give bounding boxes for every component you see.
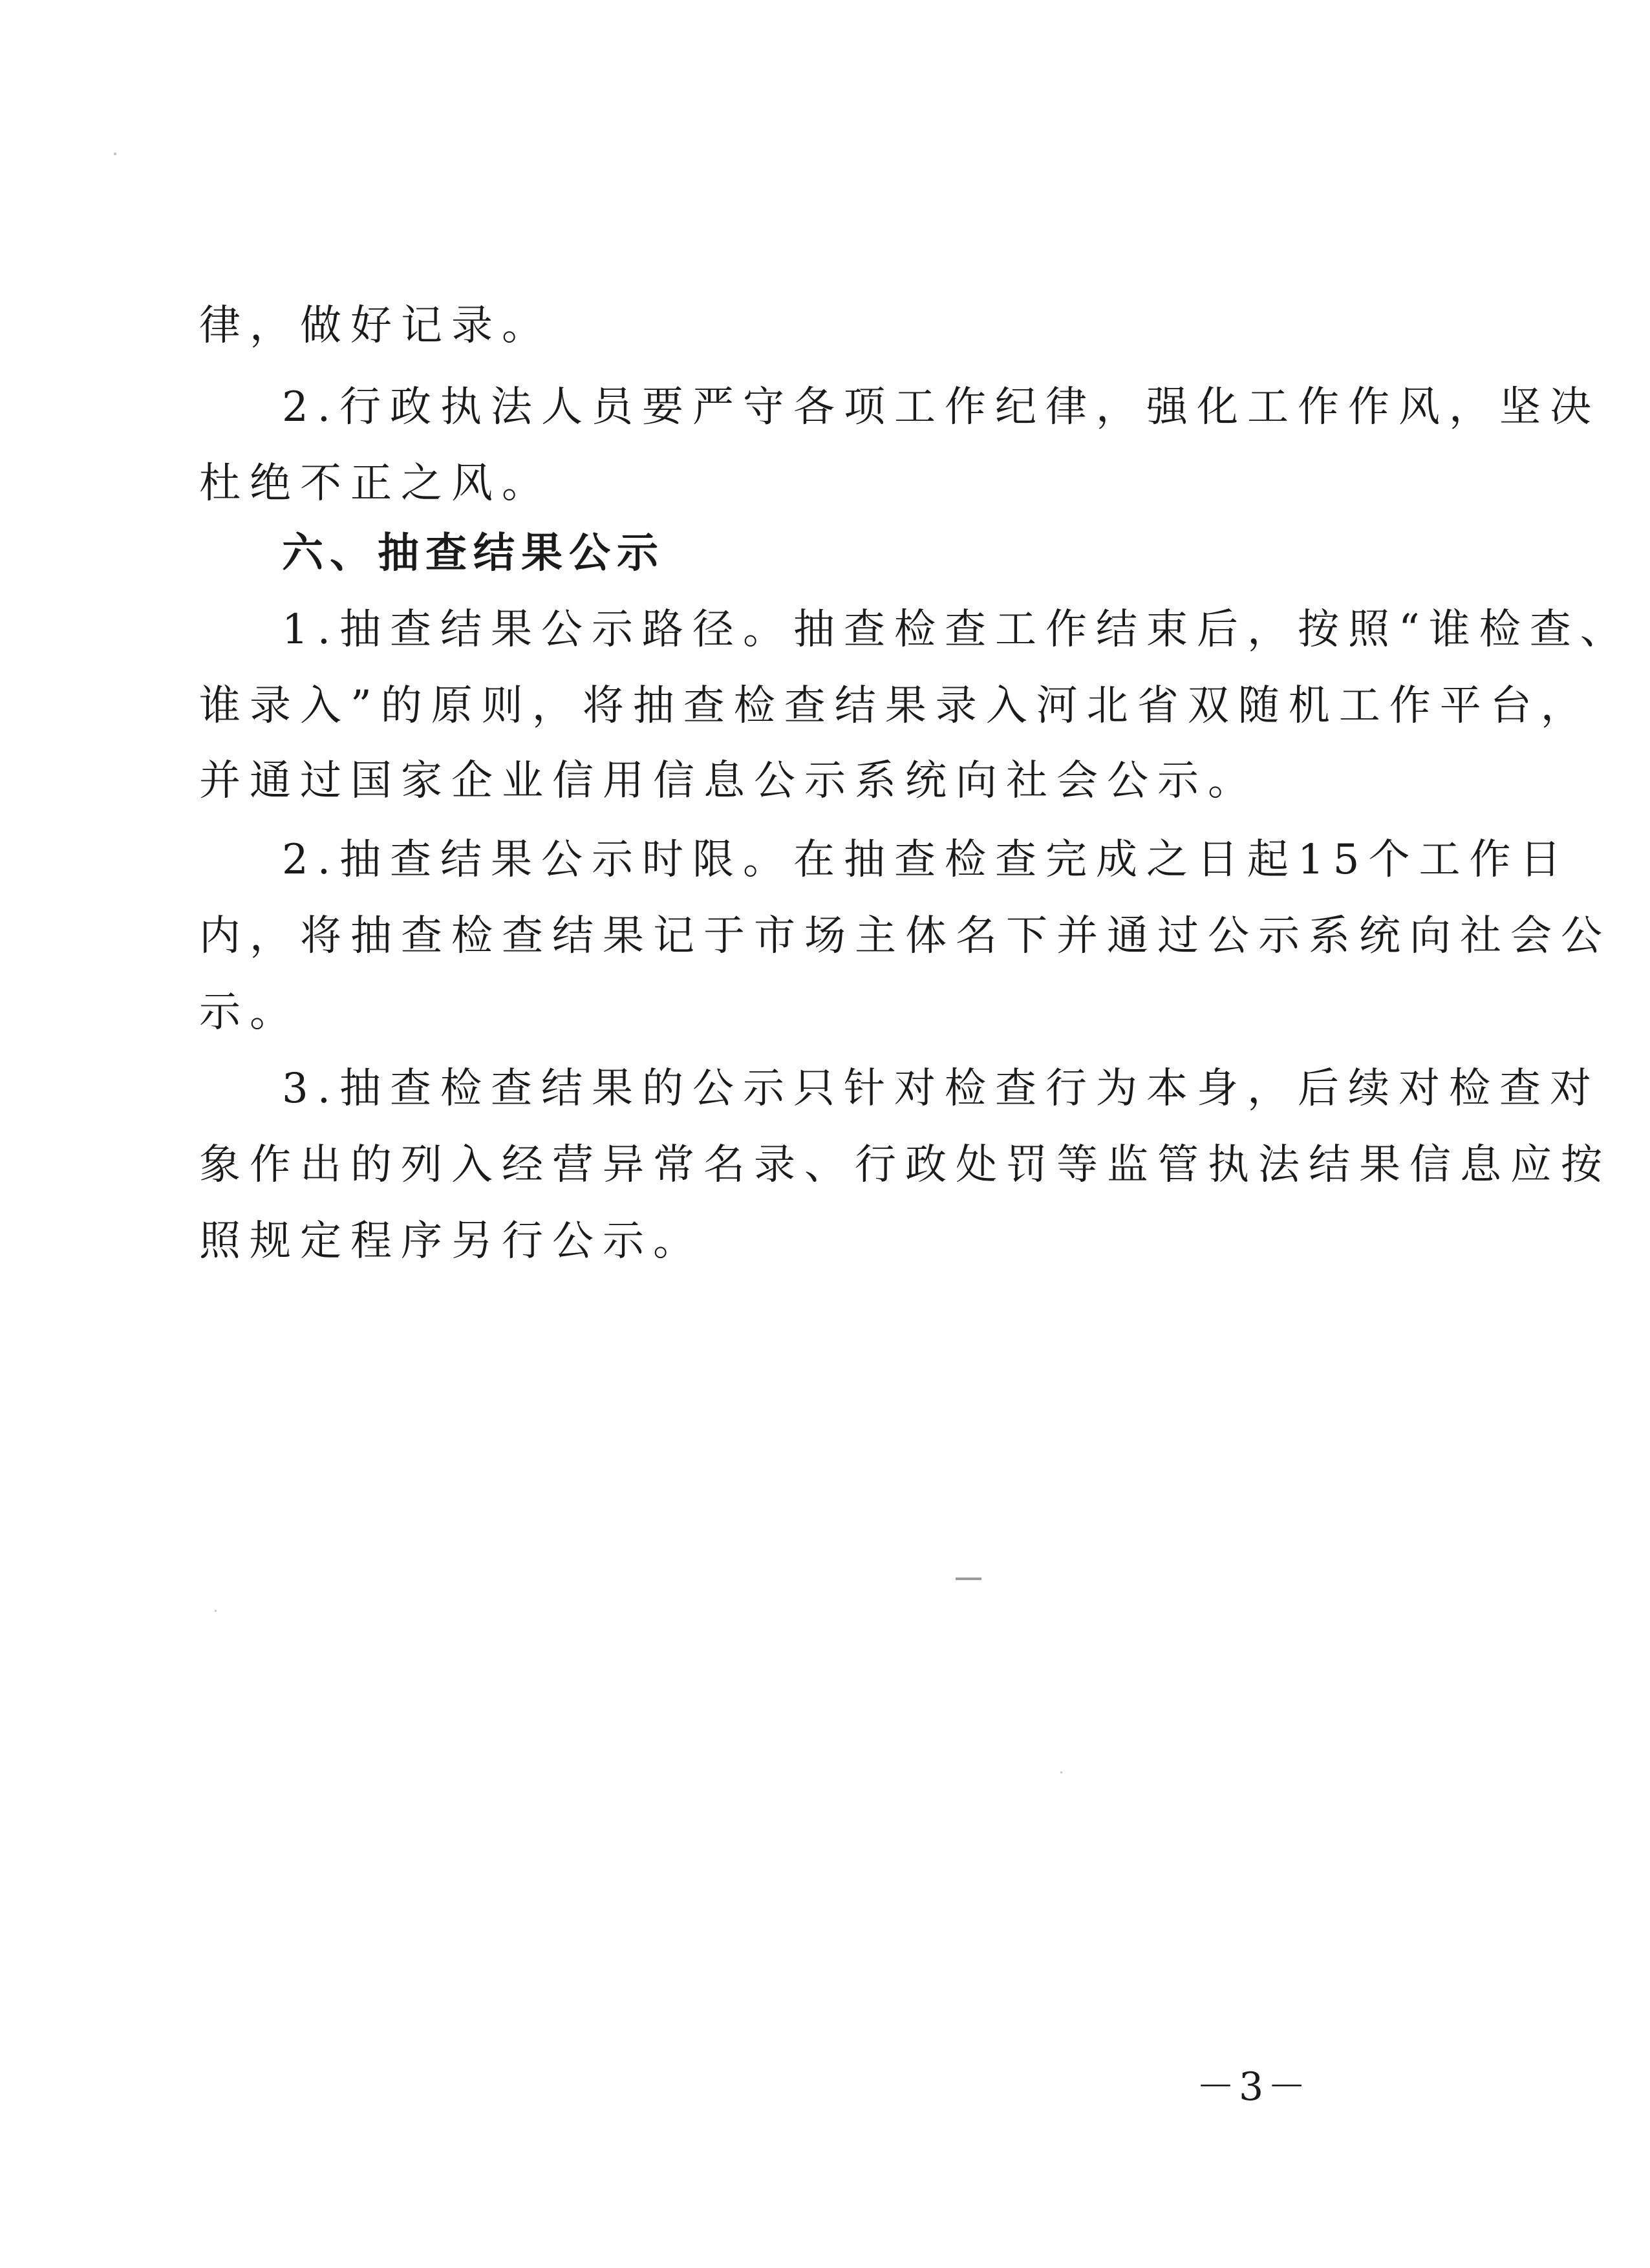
paragraph-line: 2.行政执法人员要严守各项工作纪律，强化工作作风，坚决 bbox=[282, 383, 1601, 431]
section-heading: 六、抽查结果公示 bbox=[282, 530, 665, 577]
paragraph-line: 照规定程序另行公示。 bbox=[199, 1217, 703, 1265]
paragraph-line: 象作出的列入经营异常名录、行政处罚等监管执法结果信息应按 bbox=[199, 1141, 1611, 1189]
paragraph-line: 示。 bbox=[199, 989, 300, 1036]
scan-speck bbox=[1060, 1771, 1062, 1773]
scan-mark bbox=[956, 1578, 981, 1580]
paragraph-line: 内，将抽查检查结果记于市场主体名下并通过公示系统向社会公 bbox=[199, 912, 1611, 960]
scan-speck bbox=[215, 1610, 217, 1612]
page-number: －3－ bbox=[1196, 2064, 1311, 2110]
paragraph-line: 律，做好记录。 bbox=[199, 302, 552, 350]
scan-speck bbox=[114, 153, 116, 155]
paragraph-line: 谁录入”的原则，将抽查检查结果录入河北省双随机工作平台， bbox=[199, 682, 1591, 730]
paragraph-line: 3.抽查检查结果的公示只针对检查行为本身，后续对检查对 bbox=[282, 1065, 1601, 1113]
paragraph-line: 杜绝不正之风。 bbox=[199, 460, 552, 508]
paragraph-line: 2.抽查结果公示时限。在抽查检查完成之日起15个工作日 bbox=[282, 836, 1570, 884]
paragraph-line: 并通过国家企业信用信息公示系统向社会公示。 bbox=[199, 757, 1258, 805]
paragraph-line: 1.抽查结果公示路径。抽查检查工作结束后，按照“谁检查、 bbox=[282, 606, 1631, 654]
